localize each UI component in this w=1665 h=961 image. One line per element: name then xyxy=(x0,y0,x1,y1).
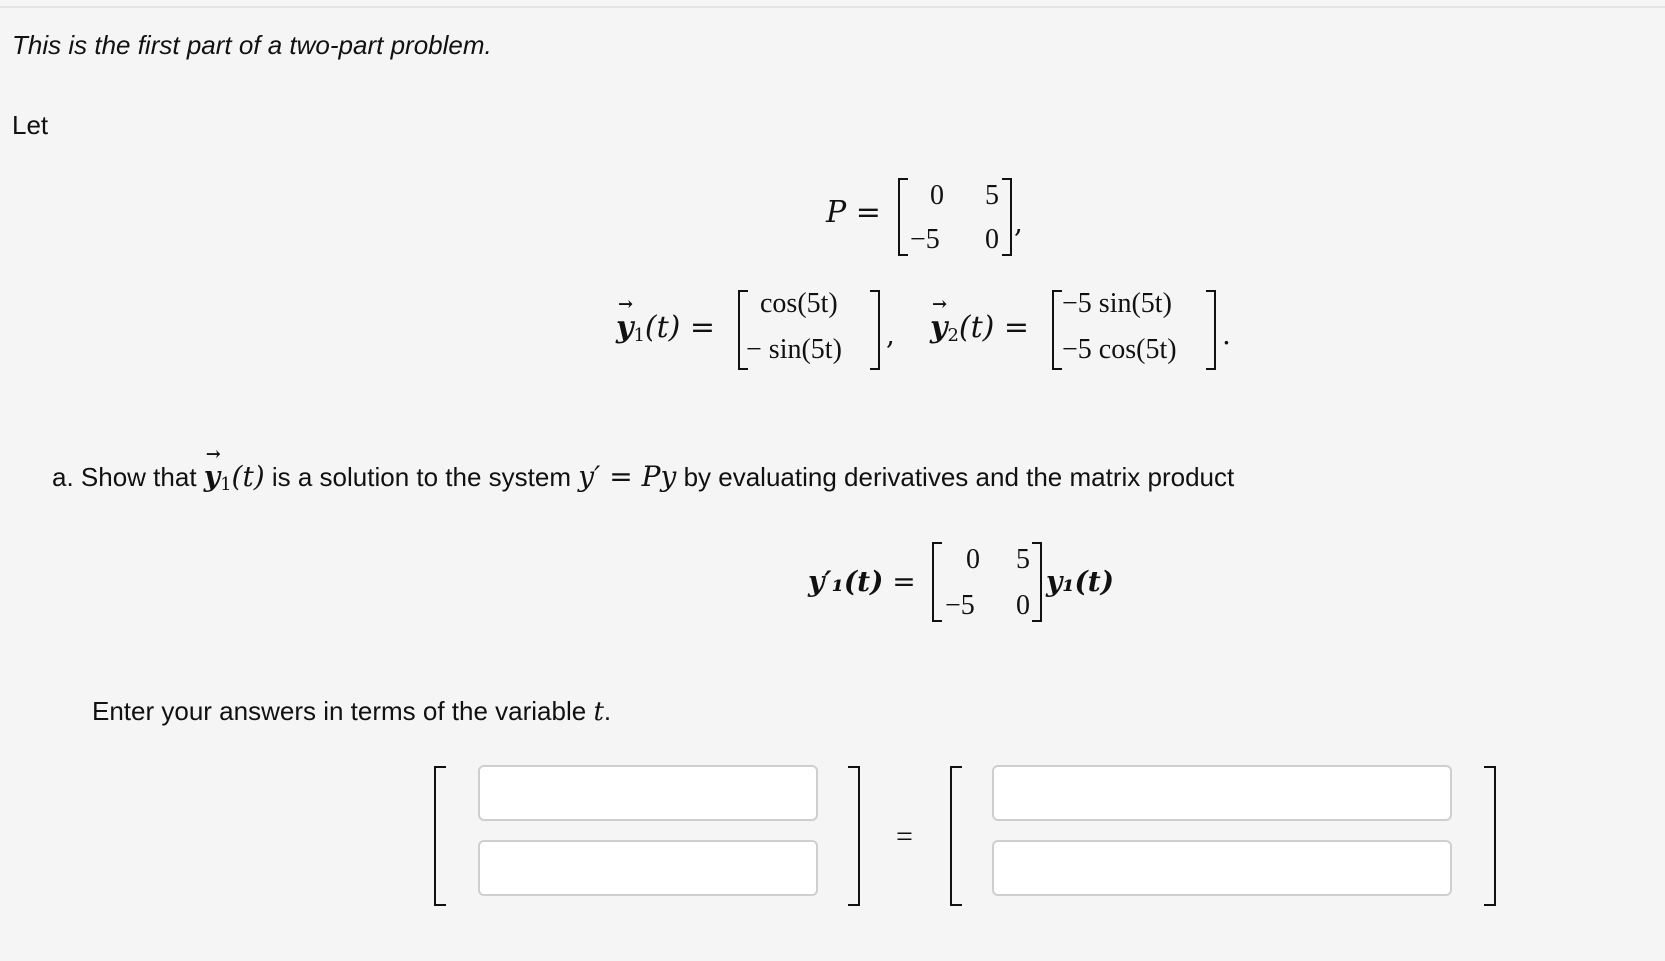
answer-left-bracket-open xyxy=(434,766,446,906)
answer-left-bracket-close xyxy=(848,766,860,906)
intro-text: This is the first part of a two-part problem. xyxy=(12,30,492,60)
answer-left-top-input[interactable] xyxy=(478,765,818,821)
y2-period: . xyxy=(1222,318,1231,351)
product-cell: 0 xyxy=(1016,590,1030,621)
matrix-p-cell: 0 xyxy=(985,224,999,255)
matrix-p-bracket-left xyxy=(898,178,908,256)
product-rhs: y₁(t) xyxy=(1046,565,1114,598)
matrix-p-comma: , xyxy=(1014,206,1023,239)
y2-label: → $y_2(t)$ = xyxy=(930,294,1030,346)
product-lhs: y′₁(t) = xyxy=(808,565,916,598)
enter-instruction: Enter your answers in terms of the variable t. xyxy=(92,696,612,727)
y2-bracket-right xyxy=(1206,290,1216,370)
y1-row2: − sin(5t) xyxy=(746,334,842,365)
y2-row1: −5 sin(5t) xyxy=(1062,288,1172,319)
top-divider xyxy=(0,6,1665,8)
y1-row1: cos(5t) xyxy=(760,288,838,319)
part-a-statement: a. Show that → $y_1(t)$ is a solution to the system y′ = Py by evaluating derivatives and the matrix product xyxy=(52,444,1235,495)
product-cell: 0 xyxy=(966,544,980,575)
matrix-p-cell: 5 xyxy=(985,180,999,211)
y1-bracket-right xyxy=(870,290,880,370)
answer-equals-sign: = xyxy=(896,820,913,853)
product-cell: 5 xyxy=(1016,544,1030,575)
matrix-p-cell: 0 xyxy=(930,180,944,211)
product-bracket-left xyxy=(932,542,942,622)
y1-label: → $y_1(t)$ = xyxy=(616,294,716,346)
matrix-p-bracket-right xyxy=(1002,178,1012,256)
y1-comma: , xyxy=(886,318,895,351)
answer-right-top-input[interactable] xyxy=(992,765,1452,821)
product-cell: −5 xyxy=(945,590,975,621)
matrix-p-cell: −5 xyxy=(910,224,940,255)
matrix-p-label: P = xyxy=(826,195,881,230)
y2-row2: −5 cos(5t) xyxy=(1062,334,1177,365)
product-bracket-right xyxy=(1032,542,1042,622)
answer-right-bottom-input[interactable] xyxy=(992,840,1452,896)
answer-right-bracket-open xyxy=(950,766,962,906)
y2-bracket-left xyxy=(1052,290,1062,370)
answer-left-bottom-input[interactable] xyxy=(478,840,818,896)
let-text: Let xyxy=(12,110,49,140)
answer-right-bracket-close xyxy=(1484,766,1496,906)
